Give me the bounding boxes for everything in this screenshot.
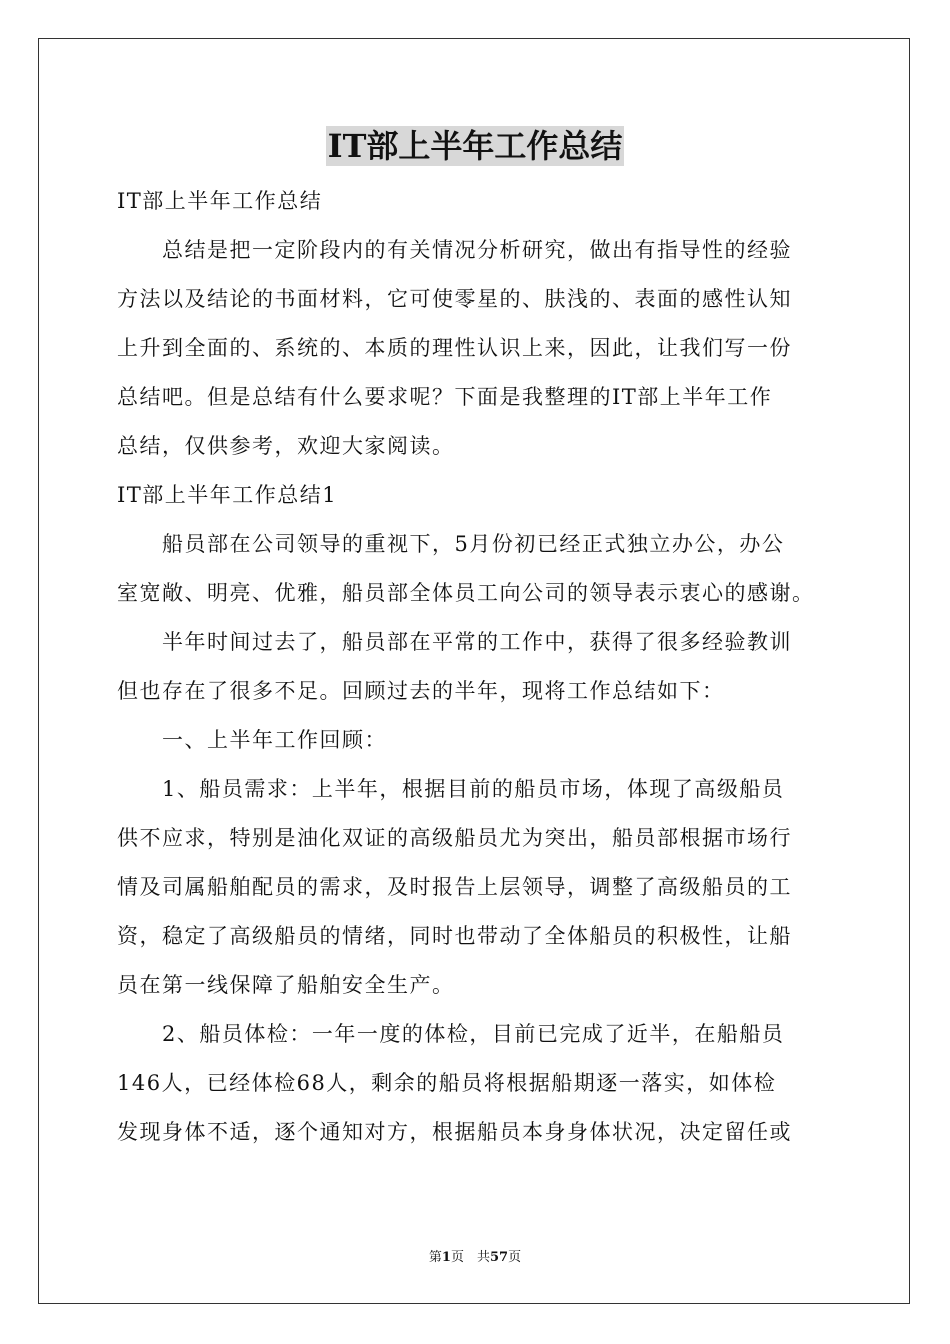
text-line: IT部上半年工作总结: [117, 189, 323, 213]
text-line: 半年时间过去了，船员部在平常的工作中，获得了很多经验教训: [162, 630, 792, 654]
text-line: 总结是把一定阶段内的有关情况分析研究，做出有指导性的经验: [162, 238, 792, 262]
text-line: 总结吧。但是总结有什么要求呢？下面是我整理的IT部上半年工作: [117, 385, 773, 409]
text-line: 上升到全面的、系统的、本质的理性认识上来，因此，让我们写一份: [117, 336, 792, 360]
text-line: 一、上半年工作回顾：: [162, 728, 387, 752]
text-line: 但也存在了很多不足。回顾过去的半年，现将工作总结如下：: [117, 679, 725, 703]
text-line: 船员部在公司领导的重视下，5月份初已经正式独立办公，办公: [162, 532, 785, 556]
text-line: 资，稳定了高级船员的情绪，同时也带动了全体船员的积极性，让船: [117, 924, 792, 948]
title-container: [0, 126, 950, 166]
text-line: 室宽敞、明亮、优雅，船员部全体员工向公司的领导表示衷心的感谢。: [117, 581, 815, 605]
text-line: 2、船员体检：一年一度的体检，目前已完成了近半，在船船员: [162, 1022, 785, 1046]
footer-prefix: 第: [428, 1250, 442, 1265]
text-line: 发现身体不适，逐个通知对方，根据船员本身身体状况，决定留任或: [117, 1120, 792, 1144]
document-title: IT部上半年工作总结: [327, 127, 623, 165]
text-line: 1、船员需求：上半年，根据目前的船员市场，体现了高级船员: [162, 777, 785, 801]
text-line: 146人，已经体检68人，剩余的船员将根据船期逐一落实，如体检: [117, 1071, 777, 1095]
footer-total-pages: 57: [489, 1250, 509, 1265]
page-footer: [0, 1246, 950, 1265]
text-line: 员在第一线保障了船舶安全生产。: [117, 973, 455, 997]
footer-mid: 页 共: [450, 1250, 490, 1265]
text-line: IT部上半年工作总结1: [117, 483, 338, 507]
footer-page-number: 1: [441, 1250, 451, 1265]
footer-suffix: 页: [508, 1250, 522, 1265]
text-line: 供不应求，特别是油化双证的高级船员尤为突出，船员部根据市场行: [117, 826, 792, 850]
text-line: 情及司属船舶配员的需求，及时报告上层领导，调整了高级船员的工: [117, 875, 792, 899]
text-line: 总结，仅供参考，欢迎大家阅读。: [117, 434, 455, 458]
document-body: [117, 177, 835, 1157]
text-line: 方法以及结论的书面材料，它可使零星的、肤浅的、表面的感性认知: [117, 287, 792, 311]
